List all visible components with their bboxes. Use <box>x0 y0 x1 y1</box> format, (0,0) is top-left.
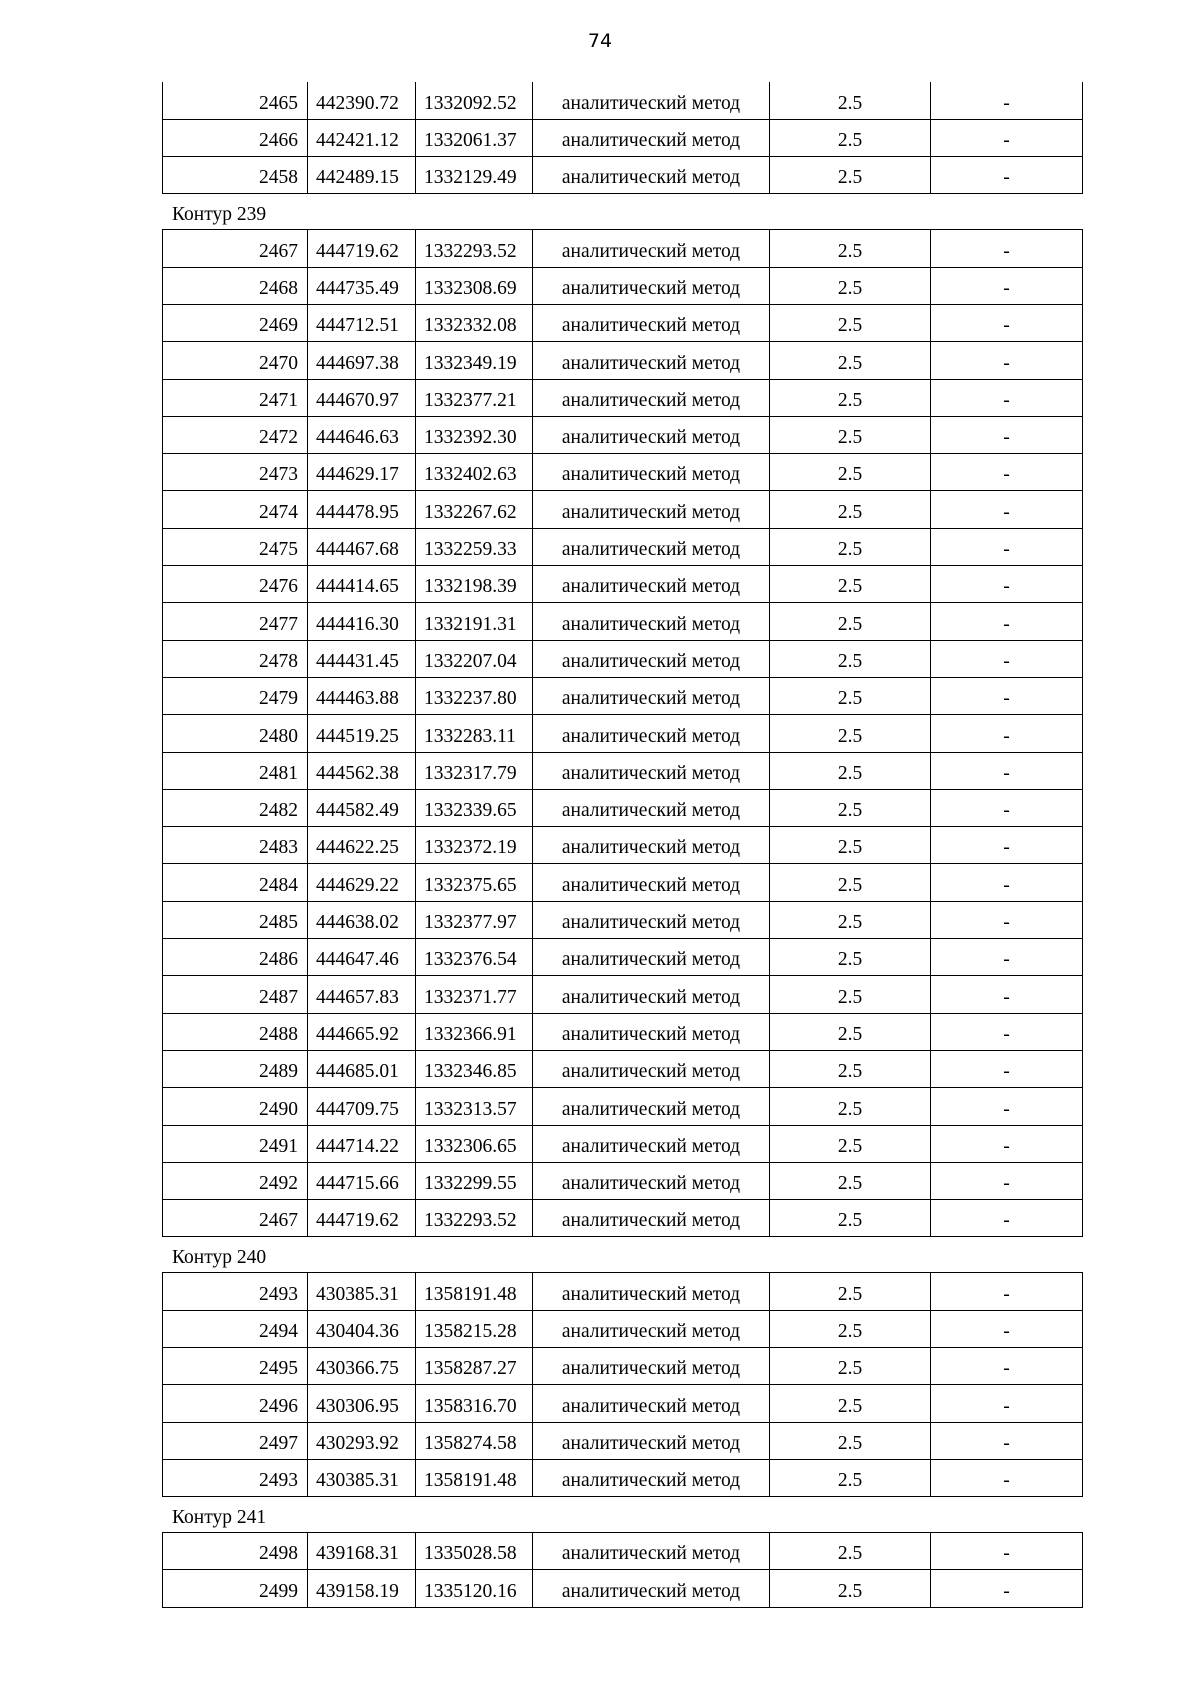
point-number-cell: 2492 <box>163 1162 308 1199</box>
y-coordinate-cell: 1335120.16 <box>416 1570 533 1607</box>
table-row <box>163 342 1083 379</box>
x-coordinate-cell: 444670.97 <box>308 379 416 416</box>
point-number-cell: 2485 <box>163 901 308 938</box>
point-number-cell: 2484 <box>163 864 308 901</box>
y-coordinate-cell: 1332317.79 <box>416 752 533 789</box>
y-coordinate-cell: 1358316.70 <box>416 1385 533 1422</box>
note-cell: - <box>931 1125 1083 1162</box>
table-row <box>163 677 1083 714</box>
note-cell: - <box>931 827 1083 864</box>
table-row <box>163 1050 1083 1087</box>
x-coordinate-cell: 439168.31 <box>308 1533 416 1570</box>
x-coordinate-cell: 430385.31 <box>308 1273 416 1310</box>
point-number-cell: 2488 <box>163 1013 308 1050</box>
table-row <box>163 119 1083 156</box>
x-coordinate-cell: 444519.25 <box>308 715 416 752</box>
accuracy-cell: 2.5 <box>770 1310 931 1347</box>
accuracy-cell: 2.5 <box>770 976 931 1013</box>
table-row <box>163 157 1083 194</box>
accuracy-cell: 2.5 <box>770 157 931 194</box>
point-number-cell: 2473 <box>163 454 308 491</box>
method-cell: аналитический метод <box>533 1422 770 1459</box>
note-cell: - <box>931 789 1083 826</box>
note-cell: - <box>931 1013 1083 1050</box>
y-coordinate-cell: 1332061.37 <box>416 119 533 156</box>
note-cell: - <box>931 864 1083 901</box>
note-cell: - <box>931 267 1083 304</box>
note-cell: - <box>931 1385 1083 1422</box>
point-number-cell: 2496 <box>163 1385 308 1422</box>
table-row <box>163 528 1083 565</box>
point-number-cell: 2465 <box>163 82 308 119</box>
point-number-cell: 2476 <box>163 566 308 603</box>
method-cell: аналитический метод <box>533 752 770 789</box>
point-number-cell: 2497 <box>163 1422 308 1459</box>
x-coordinate-cell: 444638.02 <box>308 901 416 938</box>
y-coordinate-cell: 1332339.65 <box>416 789 533 826</box>
y-coordinate-cell: 1332308.69 <box>416 267 533 304</box>
note-cell: - <box>931 1273 1083 1310</box>
method-cell: аналитический метод <box>533 677 770 714</box>
note-cell: - <box>931 1422 1083 1459</box>
x-coordinate-cell: 444629.17 <box>308 454 416 491</box>
y-coordinate-cell: 1332237.80 <box>416 677 533 714</box>
method-cell: аналитический метод <box>533 1348 770 1385</box>
method-cell: аналитический метод <box>533 82 770 119</box>
accuracy-cell: 2.5 <box>770 491 931 528</box>
note-cell: - <box>931 566 1083 603</box>
method-cell: аналитический метод <box>533 379 770 416</box>
note-cell: - <box>931 1459 1083 1496</box>
coordinates-document <box>162 82 1082 1608</box>
accuracy-cell: 2.5 <box>770 304 931 341</box>
accuracy-cell: 2.5 <box>770 528 931 565</box>
x-coordinate-cell: 444467.68 <box>308 528 416 565</box>
y-coordinate-cell: 1332392.30 <box>416 416 533 453</box>
accuracy-cell: 2.5 <box>770 342 931 379</box>
note-cell: - <box>931 1310 1083 1347</box>
accuracy-cell: 2.5 <box>770 1050 931 1087</box>
method-cell: аналитический метод <box>533 416 770 453</box>
x-coordinate-cell: 444719.62 <box>308 1200 416 1237</box>
accuracy-cell: 2.5 <box>770 603 931 640</box>
y-coordinate-cell: 1332372.19 <box>416 827 533 864</box>
x-coordinate-cell: 442489.15 <box>308 157 416 194</box>
accuracy-cell: 2.5 <box>770 901 931 938</box>
method-cell: аналитический метод <box>533 603 770 640</box>
contour-title: Контур 239 <box>172 204 267 226</box>
y-coordinate-cell: 1358215.28 <box>416 1310 533 1347</box>
accuracy-cell: 2.5 <box>770 1088 931 1125</box>
x-coordinate-cell: 442390.72 <box>308 82 416 119</box>
point-number-cell: 2477 <box>163 603 308 640</box>
method-cell: аналитический метод <box>533 789 770 826</box>
y-coordinate-cell: 1332402.63 <box>416 454 533 491</box>
note-cell: - <box>931 528 1083 565</box>
x-coordinate-cell: 444697.38 <box>308 342 416 379</box>
x-coordinate-cell: 430293.92 <box>308 1422 416 1459</box>
table-row <box>163 1125 1083 1162</box>
note-cell: - <box>931 1088 1083 1125</box>
table-row <box>163 1013 1083 1050</box>
x-coordinate-cell: 444665.92 <box>308 1013 416 1050</box>
table-row <box>163 491 1083 528</box>
method-cell: аналитический метод <box>533 1310 770 1347</box>
point-number-cell: 2490 <box>163 1088 308 1125</box>
table-row <box>163 640 1083 677</box>
y-coordinate-cell: 1358287.27 <box>416 1348 533 1385</box>
method-cell: аналитический метод <box>533 976 770 1013</box>
accuracy-cell: 2.5 <box>770 1533 931 1570</box>
point-number-cell: 2470 <box>163 342 308 379</box>
y-coordinate-cell: 1332375.65 <box>416 864 533 901</box>
table-row <box>163 379 1083 416</box>
method-cell: аналитический метод <box>533 157 770 194</box>
point-number-cell: 2468 <box>163 267 308 304</box>
accuracy-cell: 2.5 <box>770 119 931 156</box>
note-cell: - <box>931 304 1083 341</box>
method-cell: аналитический метод <box>533 1088 770 1125</box>
accuracy-cell: 2.5 <box>770 1013 931 1050</box>
point-number-cell: 2479 <box>163 677 308 714</box>
method-cell: аналитический метод <box>533 267 770 304</box>
note-cell: - <box>931 901 1083 938</box>
table-row <box>163 715 1083 752</box>
accuracy-cell: 2.5 <box>770 416 931 453</box>
note-cell: - <box>931 416 1083 453</box>
x-coordinate-cell: 442421.12 <box>308 119 416 156</box>
method-cell: аналитический метод <box>533 454 770 491</box>
table-row <box>163 566 1083 603</box>
contour-title: Контур 240 <box>172 1247 267 1269</box>
method-cell: аналитический метод <box>533 230 770 267</box>
y-coordinate-cell: 1332283.11 <box>416 715 533 752</box>
table-row <box>163 1162 1083 1199</box>
method-cell: аналитический метод <box>533 1125 770 1162</box>
accuracy-cell: 2.5 <box>770 230 931 267</box>
coordinates-table <box>162 229 1083 1237</box>
accuracy-cell: 2.5 <box>770 1422 931 1459</box>
point-number-cell: 2482 <box>163 789 308 826</box>
accuracy-cell: 2.5 <box>770 82 931 119</box>
table-row <box>163 976 1083 1013</box>
method-cell: аналитический метод <box>533 1050 770 1087</box>
x-coordinate-cell: 444712.51 <box>308 304 416 341</box>
y-coordinate-cell: 1358191.48 <box>416 1273 533 1310</box>
note-cell: - <box>931 752 1083 789</box>
note-cell: - <box>931 1533 1083 1570</box>
y-coordinate-cell: 1332377.21 <box>416 379 533 416</box>
method-cell: аналитический метод <box>533 901 770 938</box>
x-coordinate-cell: 444715.66 <box>308 1162 416 1199</box>
method-cell: аналитический метод <box>533 119 770 156</box>
table-row <box>163 752 1083 789</box>
x-coordinate-cell: 444657.83 <box>308 976 416 1013</box>
note-cell: - <box>931 342 1083 379</box>
x-coordinate-cell: 444629.22 <box>308 864 416 901</box>
accuracy-cell: 2.5 <box>770 789 931 826</box>
method-cell: аналитический метод <box>533 528 770 565</box>
method-cell: аналитический метод <box>533 491 770 528</box>
note-cell: - <box>931 1200 1083 1237</box>
x-coordinate-cell: 430385.31 <box>308 1459 416 1496</box>
accuracy-cell: 2.5 <box>770 1273 931 1310</box>
method-cell: аналитический метод <box>533 566 770 603</box>
note-cell: - <box>931 976 1083 1013</box>
method-cell: аналитический метод <box>533 1162 770 1199</box>
method-cell: аналитический метод <box>533 342 770 379</box>
x-coordinate-cell: 444685.01 <box>308 1050 416 1087</box>
y-coordinate-cell: 1332346.85 <box>416 1050 533 1087</box>
method-cell: аналитический метод <box>533 1273 770 1310</box>
accuracy-cell: 2.5 <box>770 1385 931 1422</box>
y-coordinate-cell: 1358274.58 <box>416 1422 533 1459</box>
y-coordinate-cell: 1332349.19 <box>416 342 533 379</box>
coordinates-table-continued <box>162 82 1083 194</box>
note-cell: - <box>931 1050 1083 1087</box>
point-number-cell: 2475 <box>163 528 308 565</box>
accuracy-cell: 2.5 <box>770 1459 931 1496</box>
y-coordinate-cell: 1358191.48 <box>416 1459 533 1496</box>
accuracy-cell: 2.5 <box>770 939 931 976</box>
note-cell: - <box>931 715 1083 752</box>
point-number-cell: 2467 <box>163 230 308 267</box>
y-coordinate-cell: 1332299.55 <box>416 1162 533 1199</box>
method-cell: аналитический метод <box>533 1533 770 1570</box>
point-number-cell: 2481 <box>163 752 308 789</box>
accuracy-cell: 2.5 <box>770 1348 931 1385</box>
accuracy-cell: 2.5 <box>770 677 931 714</box>
note-cell: - <box>931 1162 1083 1199</box>
x-coordinate-cell: 444646.63 <box>308 416 416 453</box>
y-coordinate-cell: 1332207.04 <box>416 640 533 677</box>
page-number: 74 <box>587 30 613 52</box>
contour-title: Контур 241 <box>172 1507 267 1529</box>
point-number-cell: 2486 <box>163 939 308 976</box>
note-cell: - <box>931 454 1083 491</box>
accuracy-cell: 2.5 <box>770 267 931 304</box>
coordinates-table <box>162 1532 1083 1608</box>
x-coordinate-cell: 430404.36 <box>308 1310 416 1347</box>
accuracy-cell: 2.5 <box>770 1125 931 1162</box>
note-cell: - <box>931 230 1083 267</box>
table-row <box>163 1348 1083 1385</box>
accuracy-cell: 2.5 <box>770 1162 931 1199</box>
y-coordinate-cell: 1332259.33 <box>416 528 533 565</box>
accuracy-cell: 2.5 <box>770 640 931 677</box>
y-coordinate-cell: 1332313.57 <box>416 1088 533 1125</box>
note-cell: - <box>931 157 1083 194</box>
point-number-cell: 2458 <box>163 157 308 194</box>
note-cell: - <box>931 491 1083 528</box>
point-number-cell: 2469 <box>163 304 308 341</box>
table-row <box>163 304 1083 341</box>
x-coordinate-cell: 444478.95 <box>308 491 416 528</box>
note-cell: - <box>931 603 1083 640</box>
accuracy-cell: 2.5 <box>770 566 931 603</box>
y-coordinate-cell: 1332371.77 <box>416 976 533 1013</box>
method-cell: аналитический метод <box>533 640 770 677</box>
table-row <box>163 864 1083 901</box>
method-cell: аналитический метод <box>533 827 770 864</box>
accuracy-cell: 2.5 <box>770 379 931 416</box>
table-row <box>163 454 1083 491</box>
accuracy-cell: 2.5 <box>770 827 931 864</box>
table-row <box>163 1200 1083 1237</box>
point-number-cell: 2466 <box>163 119 308 156</box>
y-coordinate-cell: 1332092.52 <box>416 82 533 119</box>
table-row <box>163 1422 1083 1459</box>
table-row <box>163 1570 1083 1607</box>
method-cell: аналитический метод <box>533 715 770 752</box>
note-cell: - <box>931 379 1083 416</box>
y-coordinate-cell: 1332129.49 <box>416 157 533 194</box>
table-row <box>163 1310 1083 1347</box>
x-coordinate-cell: 444622.25 <box>308 827 416 864</box>
table-row <box>163 1533 1083 1570</box>
coordinates-table <box>162 1272 1083 1497</box>
x-coordinate-cell: 444431.45 <box>308 640 416 677</box>
table-row <box>163 1385 1083 1422</box>
x-coordinate-cell: 444735.49 <box>308 267 416 304</box>
note-cell: - <box>931 119 1083 156</box>
point-number-cell: 2483 <box>163 827 308 864</box>
accuracy-cell: 2.5 <box>770 752 931 789</box>
table-row <box>163 82 1083 119</box>
method-cell: аналитический метод <box>533 1200 770 1237</box>
table-row <box>163 1273 1083 1310</box>
point-number-cell: 2495 <box>163 1348 308 1385</box>
point-number-cell: 2493 <box>163 1273 308 1310</box>
method-cell: аналитический метод <box>533 304 770 341</box>
note-cell: - <box>931 939 1083 976</box>
x-coordinate-cell: 444463.88 <box>308 677 416 714</box>
y-coordinate-cell: 1332191.31 <box>416 603 533 640</box>
x-coordinate-cell: 430306.95 <box>308 1385 416 1422</box>
x-coordinate-cell: 444709.75 <box>308 1088 416 1125</box>
x-coordinate-cell: 444719.62 <box>308 230 416 267</box>
y-coordinate-cell: 1335028.58 <box>416 1533 533 1570</box>
point-number-cell: 2467 <box>163 1200 308 1237</box>
x-coordinate-cell: 444562.38 <box>308 752 416 789</box>
x-coordinate-cell: 444416.30 <box>308 603 416 640</box>
x-coordinate-cell: 444714.22 <box>308 1125 416 1162</box>
point-number-cell: 2471 <box>163 379 308 416</box>
point-number-cell: 2472 <box>163 416 308 453</box>
x-coordinate-cell: 444647.46 <box>308 939 416 976</box>
point-number-cell: 2474 <box>163 491 308 528</box>
accuracy-cell: 2.5 <box>770 1200 931 1237</box>
accuracy-cell: 2.5 <box>770 864 931 901</box>
point-number-cell: 2499 <box>163 1570 308 1607</box>
y-coordinate-cell: 1332366.91 <box>416 1013 533 1050</box>
table-row <box>163 416 1083 453</box>
y-coordinate-cell: 1332332.08 <box>416 304 533 341</box>
x-coordinate-cell: 430366.75 <box>308 1348 416 1385</box>
table-row <box>163 267 1083 304</box>
method-cell: аналитический метод <box>533 1385 770 1422</box>
y-coordinate-cell: 1332306.65 <box>416 1125 533 1162</box>
y-coordinate-cell: 1332267.62 <box>416 491 533 528</box>
table-row <box>163 603 1083 640</box>
point-number-cell: 2478 <box>163 640 308 677</box>
point-number-cell: 2489 <box>163 1050 308 1087</box>
method-cell: аналитический метод <box>533 1459 770 1496</box>
y-coordinate-cell: 1332293.52 <box>416 230 533 267</box>
table-row <box>163 230 1083 267</box>
point-number-cell: 2480 <box>163 715 308 752</box>
table-row <box>163 939 1083 976</box>
x-coordinate-cell: 444582.49 <box>308 789 416 826</box>
note-cell: - <box>931 1348 1083 1385</box>
point-number-cell: 2493 <box>163 1459 308 1496</box>
table-row <box>163 901 1083 938</box>
accuracy-cell: 2.5 <box>770 1570 931 1607</box>
table-row <box>163 1088 1083 1125</box>
note-cell: - <box>931 82 1083 119</box>
method-cell: аналитический метод <box>533 939 770 976</box>
point-number-cell: 2491 <box>163 1125 308 1162</box>
note-cell: - <box>931 677 1083 714</box>
point-number-cell: 2498 <box>163 1533 308 1570</box>
point-number-cell: 2494 <box>163 1310 308 1347</box>
x-coordinate-cell: 439158.19 <box>308 1570 416 1607</box>
y-coordinate-cell: 1332376.54 <box>416 939 533 976</box>
method-cell: аналитический метод <box>533 1013 770 1050</box>
point-number-cell: 2487 <box>163 976 308 1013</box>
y-coordinate-cell: 1332377.97 <box>416 901 533 938</box>
method-cell: аналитический метод <box>533 1570 770 1607</box>
y-coordinate-cell: 1332293.52 <box>416 1200 533 1237</box>
table-row <box>163 1459 1083 1496</box>
y-coordinate-cell: 1332198.39 <box>416 566 533 603</box>
accuracy-cell: 2.5 <box>770 715 931 752</box>
note-cell: - <box>931 640 1083 677</box>
method-cell: аналитический метод <box>533 864 770 901</box>
accuracy-cell: 2.5 <box>770 454 931 491</box>
table-row <box>163 789 1083 826</box>
table-row <box>163 827 1083 864</box>
x-coordinate-cell: 444414.65 <box>308 566 416 603</box>
note-cell: - <box>931 1570 1083 1607</box>
